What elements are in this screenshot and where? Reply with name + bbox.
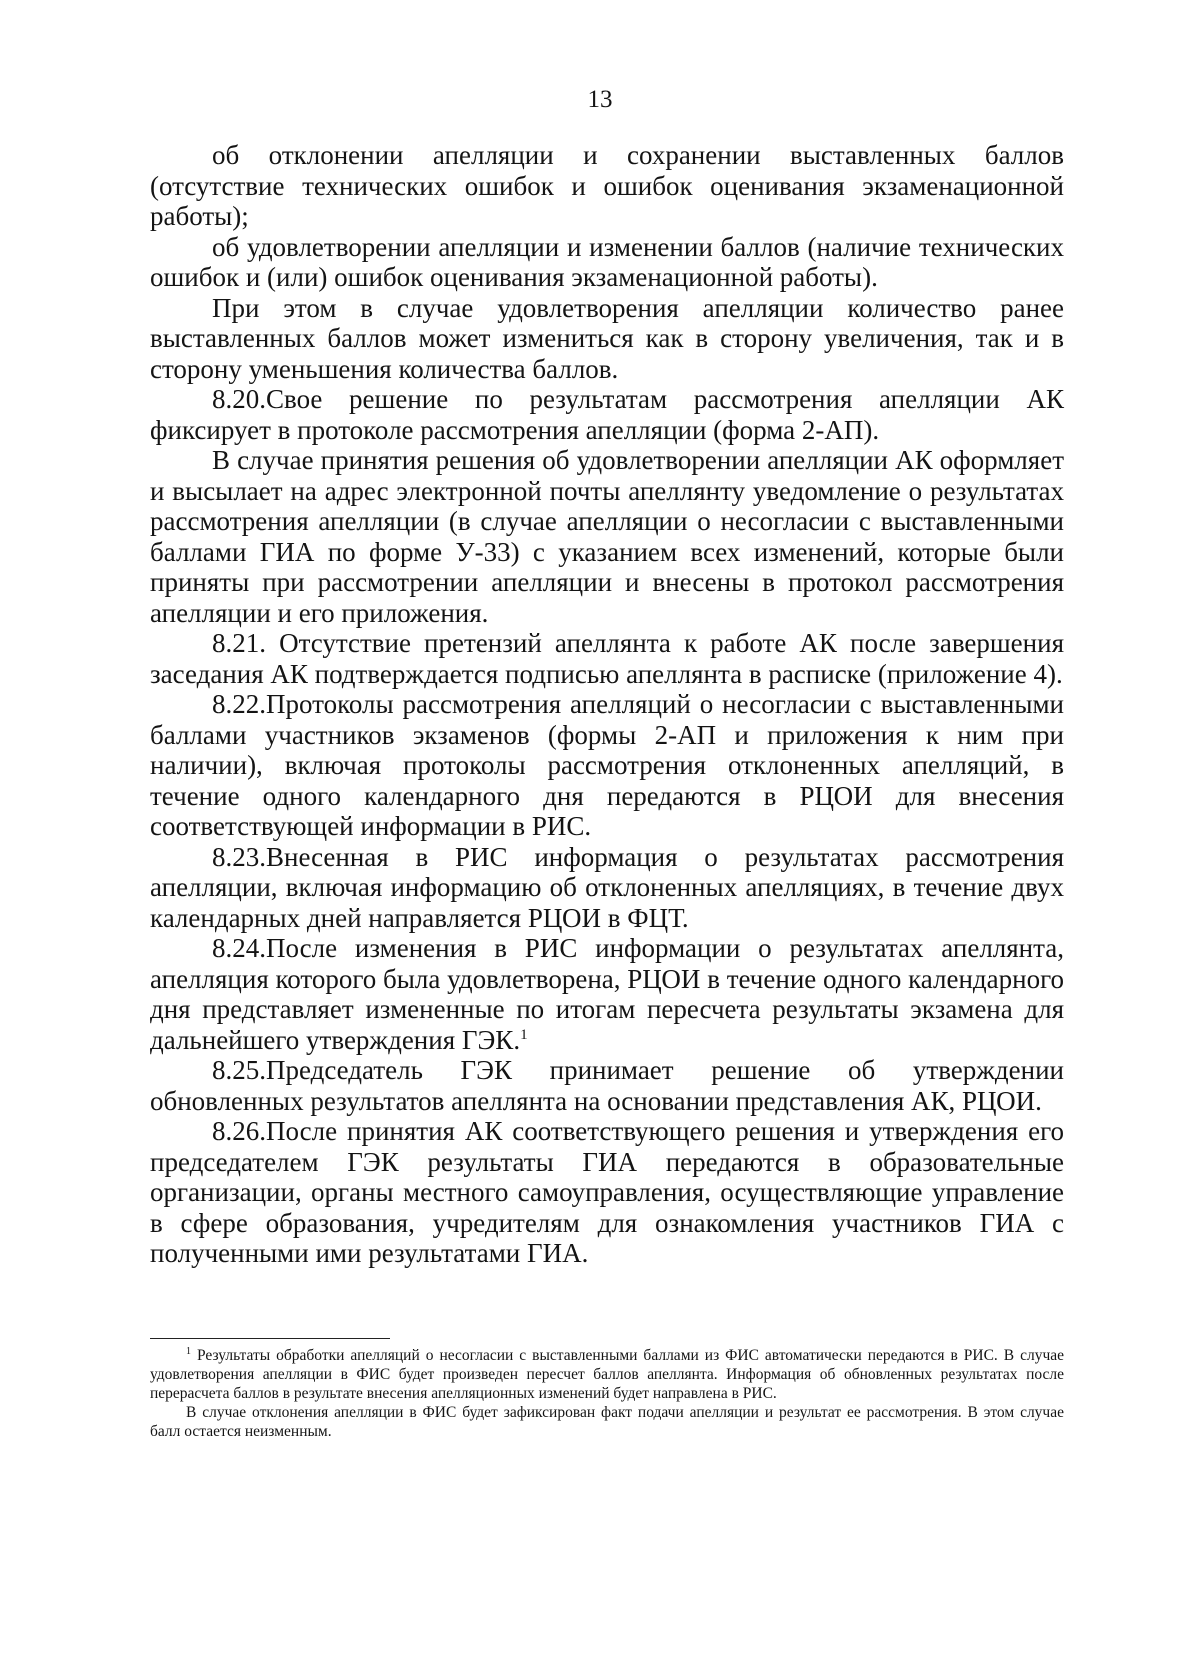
footnote-marker: 1 [520,1026,528,1043]
paragraph-accept-appeal: об удовлетворении апелляции и изменении баллов (наличие технических ошибок и (или) ошибок оценивания экзаменационной работы). [150,231,1064,292]
paragraph-8-20-notice: В случае принятия решения об удовлетворении апелляции АК оформляет и высылает на адрес электронной почты апеллянту уведомление о результатах рассмотрения апелляции (в случае апелляции о несогласии с выставленными баллами ГИА по форме У-33) с указанием всех изменений, которые были приняты при рассмотрении апелляции и внесены в протокол рассмотрения апелляции и его приложения. [150,445,1064,628]
footnote-number: 1 [186,1345,191,1357]
paragraph-8-20: 8.20.Свое решение по результатам рассмотрения апелляции АК фиксирует в протоколе рассмотрения апелляции (форма 2-АП). [150,384,1064,445]
footnote-1 [150,1346,1064,1403]
footnote-1-text: Результаты обработки апелляций о несогласии с выставленными баллами из ФИС автоматически передаются в РИС. В случае удовлетворения апелляции в ФИС будет произведен пересчет баллов апеллянта. Информация об обновленных результатах после перерасчета баллов в результате внесения апелляционных изменений будет направлена в РИС. [150,1347,1064,1402]
paragraph-reject-appeal: об отклонении апелляции и сохранении выставленных баллов (отсутствие технических ошибок и ошибок оценивания экзаменационной работы); [150,140,1064,231]
paragraph-8-24-text: 8.24.После изменения в РИС информации о результатах апеллянта, апелляция которого была удовлетворена, РЦОИ в течение одного календарного дня представляет измененные по итогам пересчета результаты экзамена для дальнейшего утверждения ГЭК. [150,933,1064,1055]
footnotes [150,1346,1064,1441]
body-text [150,140,1064,1269]
paragraph-8-26: 8.26.После принятия АК соответствующего решения и утверждения его председателем ГЭК результаты ГИА передаются в образовательные организации, органы местного самоуправления, осуществляющие управление в сфере образования, учредителям для ознакомления участников ГИА с полученными ими результатами ГИА. [150,1116,1064,1268]
paragraph-score-change: При этом в случае удовлетворения апелляции количество ранее выставленных баллов может измениться как в сторону увеличения, так и в сторону уменьшения количества баллов. [150,292,1064,384]
footnote-1-continuation: В случае отклонения апелляции в ФИС будет зафиксирован факт подачи апелляции и результат ее рассмотрения. В этом случае балл остается неизменным. [150,1404,1064,1440]
page-number: 13 [587,86,613,113]
paragraph-8-23: 8.23.Внесенная в РИС информация о результатах рассмотрения апелляции, включая информацию об отклоненных апелляциях, в течение двух календарных дней направляется РЦОИ в ФЦТ. [150,841,1064,933]
paragraph-8-25: 8.25.Председатель ГЭК принимает решение об утверждении обновленных результатов апеллянта на основании представления АК, РЦОИ. [150,1055,1064,1116]
paragraph-8-21: 8.21. Отсутствие претензий апеллянта к работе АК после завершения заседания АК подтверждается подписью апеллянта в расписке (приложение 4). [150,628,1064,689]
paragraph-8-22: 8.22.Протоколы рассмотрения апелляций о несогласии с выставленными баллами участников экзаменов (формы 2-АП и приложения к ним при наличии), включая протоколы рассмотрения отклоненных апелляций, в течение одного календарного дня передаются в РЦОИ для внесения соответствующей информации в РИС. [150,689,1064,841]
paragraph-8-24 [150,933,1064,1055]
footnote-separator [150,1338,390,1339]
